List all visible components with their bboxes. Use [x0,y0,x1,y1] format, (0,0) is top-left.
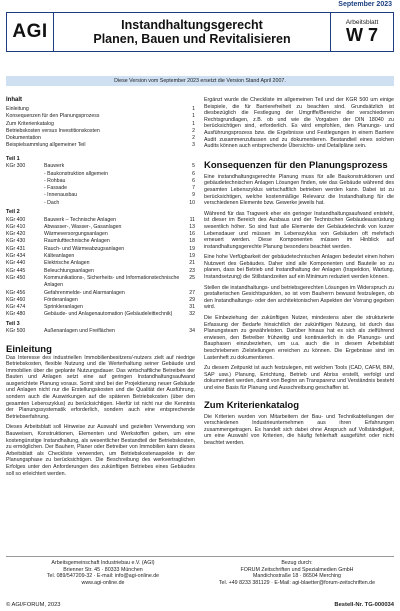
footer-line: Tel. +49 8233 381129 · E-Mail: agi-blaetter@forum-zeitschriften.de [218,579,376,586]
toc-entry [6,163,195,170]
toc-entry-page: 1 [192,120,195,127]
date-tag-text: September 2023 [338,1,392,8]
toc-entry-page: 21 [189,260,195,267]
toc-entry-code: KGr 410 [6,223,26,230]
toc-part-3: Teil 3 [6,320,20,327]
planning-paragraph: Während für das Tragwerk eher ein geringer Instandhaltungsaufwand entsteht, ist dieser im Bereich des Ausbaus und der Technischen Gebäudeausrüstung wesentlich höher. So sind fast alle Elemente der Gebäudetechnik von kurzer Lebensdauer und müssen im Lebenszyklus von Gebäuden oft mehrfach erneuert werden. Diese Komponenten müssen im Hinblick auf instandhaltungsgerechte Planung besonders beachtet werden. [204,210,394,250]
toc-entry-page: 31 [189,304,195,311]
sheet-box [331,13,393,51]
toc-entry-page: 7 [192,185,195,192]
agi-logo: AGI [7,13,54,51]
toc-entry-page: 16 [189,231,195,238]
toc-entry-page: 23 [189,267,195,274]
toc-entry-label: Rauch- und Wärmeabzugsanlagen [44,245,125,252]
toc-entry-code [6,178,44,185]
toc-entry-code: KGr 445 [6,267,26,274]
toc-entry [6,268,195,275]
toc-entry-code: KGr 420 [6,231,26,238]
document-header [6,12,394,52]
toc-entry-page: 32 [189,311,195,318]
toc-entry-code: KGr 400 [6,216,26,223]
document-title [54,13,331,51]
toc-entry-page: 5 [192,163,195,170]
toc-entry-page: 3 [192,142,195,149]
toc-part-2: Teil 2 [6,209,20,216]
toc-entry [6,328,195,335]
toc-entry [6,121,195,128]
toc-entry-code: KGr 450 [6,274,26,281]
toc-entry-page: 2 [192,135,195,142]
title-line-1: Instandhaltungsgerecht [121,18,263,32]
criteria-paragraph: Die Kriterien wurden von Mitarbeitern der Bau- und Technikabteilungen der verschiedenen Industrieunternehmen aus ihren Erfahrungen zusammengetragen. Es handelt sich dabei ohne Anspruch auf Vollständigkeit, um eine Auswahl von Kriterien, die häufig fehlerhaft ausgeführt oder nicht beachtet werden. [204,413,394,446]
toc-entry [6,128,195,135]
toc-entry [6,246,195,253]
toc-entry-label: Kommunikations-, Sicherheits- und Informationstechnische Anlagen [44,274,180,289]
toc-entry [6,142,195,149]
copyright: © AGI/FORUM, 2023 [6,602,61,608]
toc-entry-code: KGr 440 [6,260,26,267]
toc-entry-label: Dokumentation [6,135,41,142]
toc-entry-code: KGr 474 [6,304,26,311]
planning-heading: Konsequenzen für den Planungsprozess [204,159,388,171]
toc-entry-label: Beispielsammlung allgemeiner Teil [6,142,86,149]
toc-entry-label: Außenanlagen und Freiflächen [44,328,115,335]
toc-entry-label: Einleitung [6,106,29,112]
distributor-address [200,560,394,600]
toc-entry-label: Betriebskosten versus Investitionskosten [6,127,100,134]
intro-paragraph: Das Interesse des industriellen Immobilienbesitzers/-nutzers zielt auf niedrige Betriebskosten, flexible Nutzung und die Werterhaltung seiner Gebäude und Immobilien über die geplante Nutzungsdauer. Das wirtschaftliche Betreiben der Bauten und Anlagen setzt eine auf geringen Instandhaltungsaufwand ausgerichtete Planung voraus. Somit sind bei der Projektierung neuer Gebäude und Anlagen nicht nur die Erstellungskosten und die Qualität der Ausführung, sondern auch die Auswirkungen auf die späteren Betriebskosten (über den gesamten Lebenszyklus) zu berücksichtigen. Hierfür ist nicht nur die Kenntnis der Planungssystematik erforderlich, sondern auch eine entsprechende Betriebserfahrung. [6,354,195,420]
toc-entry [6,253,195,260]
toc-entry [6,171,195,178]
toc-entry-label: Sprinkleranlagen [44,304,83,311]
toc-entry-page: 1 [192,113,195,120]
publisher-address [6,560,200,600]
toc-entry [6,185,195,192]
toc-entry-page: 2 [192,127,195,134]
criteria-heading: Zum Kriterienkatalog [204,399,300,411]
toc-entry-code: KGr 480 [6,311,26,318]
toc-entry-code: KGr 430 [6,238,26,245]
toc-entry-label: Raumlufttechnische Anlagen [44,238,110,245]
toc-entry-code: KGr 434 [6,253,26,260]
toc-entry [6,311,195,318]
toc-entry [6,224,195,231]
planning-paragraph: Stellen die instandhaltungs- und betriebsgerechten Lösungen im Widerspruch zu gestalterischen Gesichtspunkten, so ist vom Bauherrn bewusst festzulegen, ob den Instandhaltungs- oder den architektonischen Aspekten der Vorrang gegeben wird. [204,284,394,311]
toc-entry-code: KGr 431 [6,245,26,252]
toc-entry-label: - Fassade [44,185,68,192]
toc-entry-label: Wärmeversorgungsanlagen [44,231,108,238]
toc-entry [6,290,195,297]
toc-entry [6,200,195,207]
toc-entry-code [6,200,44,207]
footer-line: Arbeitsgemeinschaft Industriebau e.V. (AGI) [51,560,155,566]
toc-entry-label: - Rohbau [44,177,66,184]
planning-paragraph: Zu diesem Zeitpunkt ist auch festzulegen, mit welchen Tools (CAD, CAFM, BIM, SAP usw.) Planung, Errichtung, Betrieb und Abriss erstellt, verfolgt und dokumentiert werden, damit von Beginn an Transparenz und Verständnis besteht und eine Basis für Planung und Ausschreibung geschaffen ist. [204,365,394,391]
toc-entry-label: Konsequenzen für den Planungsprozess [6,113,100,120]
toc-entry-page: 27 [189,289,195,296]
toc-entry-page: 13 [189,223,195,230]
toc-entry-page: 19 [189,253,195,260]
toc-entry-label: Elektrische Anlagen [44,260,90,267]
toc-entry-label: - Baukonstruktion allgemein [44,170,109,177]
toc-entry-page: 19 [189,245,195,252]
toc-entry-page: 25 [189,274,195,281]
footer-line: Tel. 089/547209-32 · E-mail: info@agi-online.de [46,573,160,580]
planning-paragraph: Die Einbeziehung der zukünftigen Nutzer, mindestens aber die strukturierte Erfassung der Bedarfe hinsichtlich der zukünftigen Nutzung, ist durch das Planungsteam zu gewährleisten. Darüber hinaus hat es sich als zielführend erwiesen, den Betreiber frühzeitig und kontinuierlich in die Planungs- und Bauphasen einzubeziehen, um u.a. auch die in diesem Arbeitsblatt beschriebenen Zielstellungen erreichen zu können. Die Ergebnisse sind im Lastenheft zu dokumentieren. [204,315,394,361]
toc-entry-page: 6 [192,170,195,177]
toc-entry [6,113,195,120]
toc-entry [6,231,195,238]
toc-entry [6,304,195,311]
toc-entry [6,260,195,267]
toc-entry-label: - Innenausbau [44,192,78,199]
toc-entry [6,297,195,304]
toc-entry-label: Zum Kriterienkatalog [6,120,54,127]
toc-entry [6,192,195,199]
footer-divider [6,556,394,557]
toc-entry [6,217,195,224]
toc-entry-label: Beleuchtungsanlagen [44,267,94,274]
toc-entry-page: 34 [189,328,195,335]
toc-entry-page: 11 [189,216,195,223]
toc-entry-code: KGr 500 [6,328,26,335]
footer-line: Mandichostraße 18 · 86504 Merching [252,573,342,580]
sheet-number: W 7 [345,25,378,45]
toc-entry-label: Förderanlagen [44,296,78,303]
title-line-2: Planen, Bauen und Revitalisieren [93,32,291,46]
toc-entry-label: Abwasser-, Wasser-, Gasanlagen [44,223,122,230]
toc-entry-page: 18 [189,238,195,245]
toc-entry-page: 6 [192,177,195,184]
toc-entry-page: 1 [192,106,195,112]
toc-entry [6,275,195,290]
toc-entry [6,178,195,185]
sheet-label: Arbeitsblatt [345,19,379,26]
footer-line: www.agi-online.de [81,579,125,586]
toc-entry-code: KGr 456 [6,289,26,296]
toc-entry-code: KGr 460 [6,296,26,303]
footer-line: FORUM Zeitschriften und Spezialmedien GmbH [240,566,354,573]
footer-line: Bezug durch: [281,560,313,566]
left-column [6,97,195,481]
toc-entry-page: 10 [189,199,195,206]
date-tag [0,0,400,12]
intro-heading: Einleitung [6,343,52,355]
right-column [204,97,394,451]
right-intro-paragraph: Ergänzt wurde die Checkliste im allgemeinen Teil und der KGR 500 um einige Beispiele, die für Barrierefreiheit zu beachten sind. Grundsätzlich ist diesbezüglich die Festlegung der Umgriffe/Bereiche der verschiedenen Rechtsgrundlagen, z.B. ob und wie die Vorgaben der DIN 18040 zu berücksichtigen sind, erforderlich. Es wird empfohlen, den Planungs- und Ausführungsprozess bzw. die Ergebnisse und Festlegungen in einem Barriere Audit zusammenzufassen und zu dokumentieren. Bestandteil eines solchen Audits können auch entsprechende Übersichts- und Detailpläne sein. [204,97,394,150]
toc-entry-page: 9 [192,192,195,199]
toc-entry-label: Kälteanlagen [44,253,75,260]
footer-line: Brienner Str. 45 · 80333 München [63,566,143,573]
toc-entry-label: Bauwerk – Technische Anlagen [44,216,116,223]
planning-paragraph: Eine instandhaltungsgerechte Planung muss für alle Baukonstruktionen und gebäudetechnischen Anlagen Lösungen finden, wie das Gebäude während des gesamten Lebenszyklus wirtschaftlich betrieben werden kann. Dabei ist zu berücksichtigen, welche kostenmäßige Relevanz die Instandhaltung für die verschiedenen Elemente bzw. Gewerke jeweils hat. [204,173,394,207]
toc-entry-label: Bauwerk [44,163,65,170]
toc-title: Inhalt [6,97,22,103]
toc-entry-label: Gebäude- und Anlagenautomation (Gebäudeleittechnik) [44,311,173,318]
toc-entry [6,106,195,113]
order-number: Bestell-Nr. TG-000034 [334,602,394,608]
toc-entry-code [6,192,44,199]
toc-entry-page: 29 [189,296,195,303]
version-notice: Diese Version vom September 2023 ersetzt die Version Stand April 2007. [6,76,394,86]
toc-entry-code [6,185,44,192]
toc-entry-label: Gefahrenmelde- und Alarmanlagen [44,289,125,296]
planning-paragraph: Eine hohe Verfügbarkeit der gebäudetechnischen Anlagen bedeutet einen hohen Nutzwert des Gebäudes. Daher sind alle Komponenten und Bauteile so zu planen, dass bei Betrieb und Instandhaltung der Anlagen (Inspektion, Wartung, Instandsetzung) die Stillstandzeiten auf ein Minimum reduziert werden können. [204,254,394,281]
toc-entry-code: KGr 300 [6,163,26,170]
toc-part-1: Teil 1 [6,155,20,162]
toc-entry-code [6,171,44,178]
toc-entry-label: - Dach [44,199,60,206]
toc-entry [6,238,195,245]
intro-paragraph: Dieses Arbeitsblatt soll Hinweise zur Auswahl und gezielten Verwendung von Bauweisen, Konstruktionen, Elementen und Werkstoffen geben, um eine kostengünstige Instandhaltung, als wesentlicher Bestandteil der Betriebskosten, zu ermöglichen. Der Bauherr, Planer oder Betreiber von Immobilien kann dieses Arbeitsblatt als Checkliste verwenden, um Betriebskostenaspekte in der Planungsphase zu berücksichtigen. Die Beschreibung des werkvertraglichen Erfolges unter den Anforderungen des zukünftigen Betriebes eines Gebäudes soll so erleichtert werden. [6,424,195,477]
footer [6,560,394,600]
toc-entry [6,135,195,142]
